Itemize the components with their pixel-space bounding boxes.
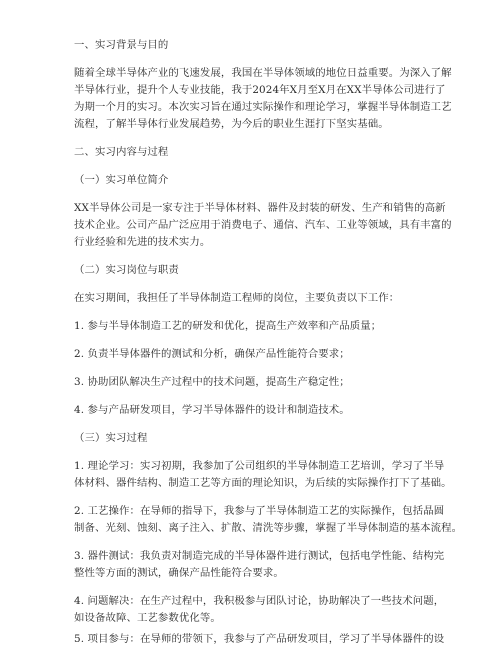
paragraph-line: 半导体行业，提升个人专业技能，我于2024年X月至X月在XX半导体公司进行了 bbox=[74, 84, 446, 96]
list-item: 2. 负责半导体器件的测试和分析，确保产品性能符合要求； bbox=[74, 348, 350, 360]
list-item: 3. 器件测试：我负责对制造完成的半导体器件进行测试，包括电学性能、结构完 bbox=[74, 550, 445, 562]
paragraph-line: 行业经验和先进的技术实力。 bbox=[74, 236, 211, 248]
section-heading-background: 一、实习背景与目的 bbox=[74, 39, 169, 51]
list-item-continuation: 体材料、器件结构、制造工艺等方面的理论知识，为后续的实际操作打下了基础。 bbox=[74, 477, 452, 489]
section-heading-content: 二、实习内容与过程 bbox=[74, 146, 169, 158]
list-item: 1. 理论学习：实习初期，我参加了公司组织的半导体制造工艺培训，学习了半导 bbox=[74, 460, 445, 472]
paragraph-line: XX半导体公司是一家专注于半导体材料、器件及封装的研发、生产和销售的高新 bbox=[74, 202, 446, 214]
list-item: 4. 参与产品研发项目，学习半导体器件的设计和制造技术。 bbox=[74, 404, 350, 416]
paragraph-line: 技术企业。公司产品广泛应用于消费电子、通信、汽车、工业等领域，具有丰富的 bbox=[74, 219, 452, 231]
paragraph-line: 流程，了解半导体行业发展趋势，为今后的职业生涯打下坚实基础。 bbox=[74, 118, 389, 130]
paragraph-line: 为期一个月的实习。本次实习旨在通过实际操作和理论学习，掌握半导体制造工艺 bbox=[74, 101, 452, 113]
subsection-heading-duties: （二）实习岗位与职责 bbox=[74, 264, 179, 276]
list-item: 2. 工艺操作：在导师的指导下，我参与了半导体制造工艺的实际操作，包括晶圆 bbox=[74, 505, 445, 517]
subsection-heading-company: （一）实习单位简介 bbox=[74, 174, 169, 186]
list-item-continuation: 整性等方面的测试，确保产品性能符合要求。 bbox=[74, 567, 284, 579]
subsection-heading-process: （三）实习过程 bbox=[74, 432, 148, 444]
paragraph-line: 随着全球半导体产业的飞速发展，我国在半导体领域的地位日益重要。为深入了解 bbox=[74, 67, 452, 79]
list-item: 3. 协助团队解决生产过程中的技术问题，提高生产稳定性； bbox=[74, 376, 350, 388]
paragraph-line: 在实习期间，我担任了半导体制造工程师的岗位，主要负责以下工作： bbox=[74, 292, 400, 304]
list-item-continuation: 如设备故障、工艺参数优化等。 bbox=[74, 612, 221, 624]
list-item-continuation: 制备、光刻、蚀刻、离子注入、扩散、清洗等步骤，掌握了半导体制造的基本流程。 bbox=[74, 522, 463, 534]
list-item: 1. 参与半导体制造工艺的研发和优化，提高生产效率和产品质量； bbox=[74, 320, 382, 332]
list-item: 4. 问题解决：在生产过程中，我积极参与团队讨论，协助解决了一些技术问题， bbox=[74, 595, 445, 607]
list-item: 5. 项目参与：在导师的带领下，我参与了产品研发项目，学习了半导体器件的设 bbox=[74, 633, 445, 645]
